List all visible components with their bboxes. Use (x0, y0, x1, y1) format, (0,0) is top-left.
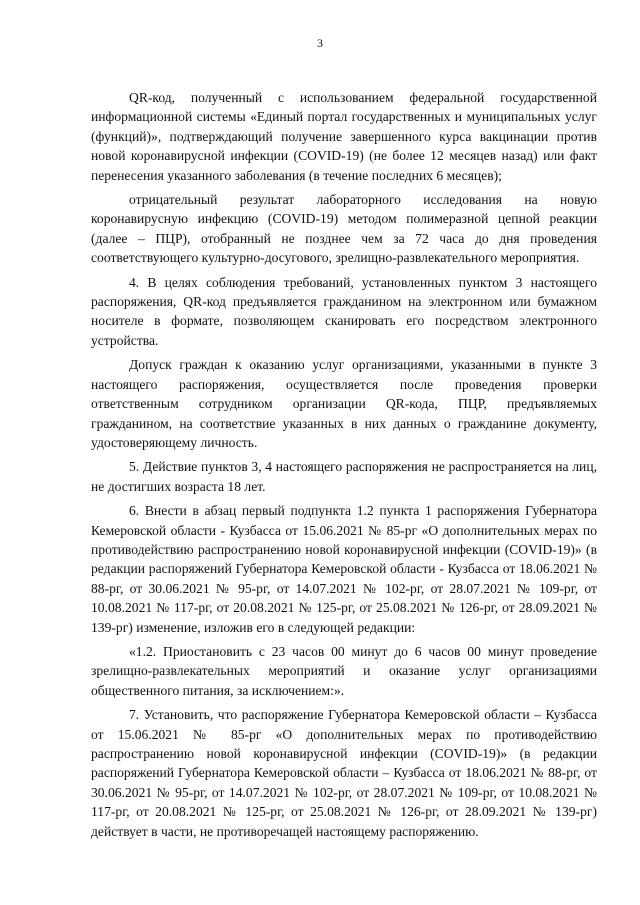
document-body (91, 88, 597, 846)
paragraph-item-5: 5. Действие пунктов 3, 4 настоящего распоряжения не распространяется на лиц, не достигших возраста 18 лет. (91, 459, 597, 494)
paragraph-item-7: 7. Установить, что распоряжение Губернатора Кемеровской области – Кузбасса от 15.06.2021 № 85-рг «О дополнительных мерах по противодействию распространению новой коронавирусной инфекции (COVID-19)» (в редакции распоряжений Губернатора Кемеровской области – Кузбасса от 18.06.2021 № 88-рг, от 30.06.2021 № 95-рг, от 14.07.2021 № 102-рг, от 28.07.2021 № 109-рг, от 10.08.2021 № 117-рг, от 20.08.2021 № 125-рг, от 25.08.2021 № 126-рг, от 28.09.2021 № 139-рг) действует в части, не противоречащей настоящему распоряжению. (91, 707, 597, 839)
paragraph-qr-code: QR-код, полученный с использованием федеральной государственной информационной системы «Единый портал государственных и муниципальных услуг (функций)», подтверждающий получение завершенного курса вакцинации против новой коронавирусной инфекции (COVID-19) (не более 12 месяцев назад) или факт перенесения указанного заболевания (в течение последних 6 месяцев); (91, 90, 597, 183)
paragraph-admission: Допуск граждан к оказанию услуг организациями, указанными в пункте 3 настоящего распоряжения, осуществляется после проведения проверки ответственным сотрудником организации QR-кода, ПЦР, предъявляемых гражданином, на соответствие указанных в них данных о гражданине документу, удостоверяющему личность. (91, 357, 597, 450)
paragraph-pcr-result: отрицательный результат лабораторного исследования на новую коронавирусную инфекцию (COVID-19) методом полимеразной цепной реакции (далее – ПЦР), отобранный не позднее чем за 72 часа до дня проведения соответствующего культурно-досугового, зрелищно-развлекательного мероприятия. (91, 192, 597, 266)
paragraph-item-6: 6. Внести в абзац первый подпункта 1.2 пункта 1 распоряжения Губернатора Кемеровской области - Кузбасса от 15.06.2021 № 85-рг «О дополнительных мерах по противодействию распространению новой коронавирусной инфекции (COVID-19)» (в редакции распоряжений Губернатора Кемеровской области - Кузбасса от 18.06.2021 № 88-рг, от 30.06.2021 № 95-рг, от 14.07.2021 № 102-рг, от 28.07.2021 № 109-рг, от 10.08.2021 № 117-рг, от 20.08.2021 № 125-рг, от 25.08.2021 № 126-рг, от 28.09.2021 № 139-рг) изменение, изложив его в следующей редакции: (91, 503, 597, 635)
page-number: 3 (317, 36, 323, 50)
paragraph-quote-1-2: «1.2. Приостановить с 23 часов 00 минут до 6 часов 00 минут проведение зрелищно-развлекательных мероприятий и оказание услуг организациями общественного питания, за исключением:». (91, 643, 597, 698)
paragraph-item-4: 4. В целях соблюдения требований, установленных пунктом 3 настоящего распоряжения, QR-код предъявляется гражданином на электронном или бумажном носителе в формате, позволяющем сканировать его посредством электронного устройства. (91, 274, 597, 348)
